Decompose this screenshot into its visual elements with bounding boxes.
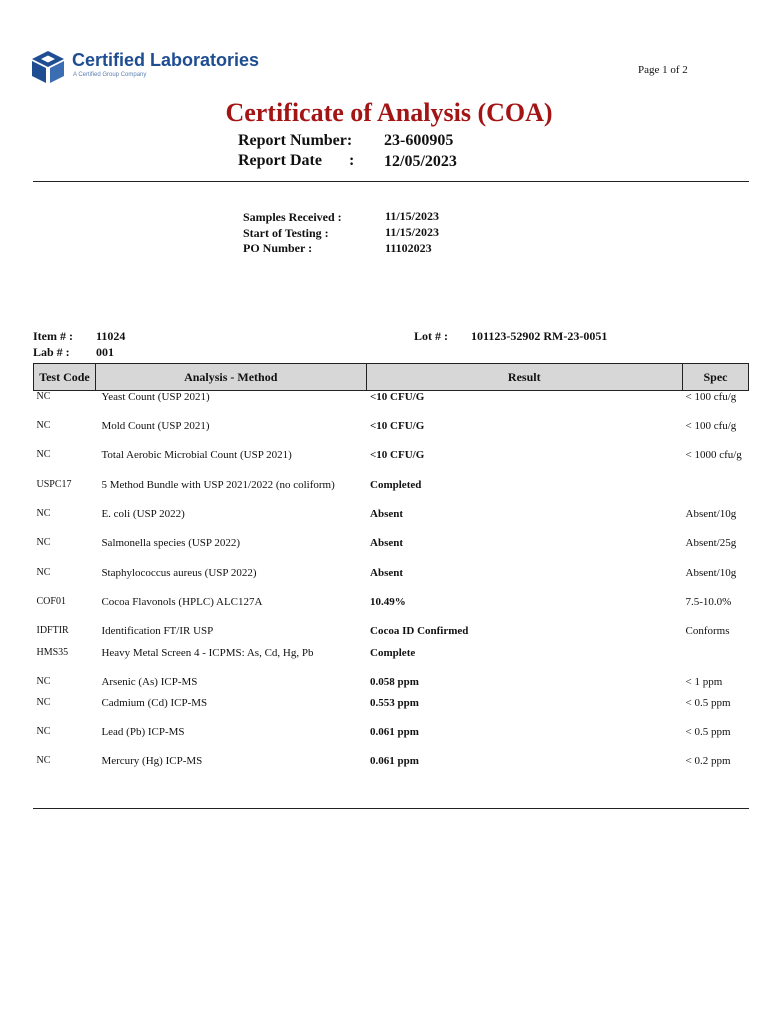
item-number-value: 11024 bbox=[96, 329, 126, 343]
row-result: Absent bbox=[370, 566, 404, 579]
row-result: 0.061 ppm bbox=[370, 725, 419, 738]
company-tagline: A Certified Group Company bbox=[73, 72, 147, 78]
po-number-value: 11102023 bbox=[385, 241, 432, 255]
row-spec: < 100 cfu/g bbox=[685, 419, 737, 432]
row-test-code: USPC17 bbox=[36, 478, 72, 490]
row-spec: Absent/25g bbox=[685, 536, 737, 549]
row-result: 0.553 ppm bbox=[370, 696, 419, 709]
row-result: 10.49% bbox=[370, 595, 406, 608]
row-test-code: NC bbox=[36, 507, 51, 519]
cube-logo-icon bbox=[30, 50, 66, 84]
report-date-label: Report Date bbox=[238, 152, 322, 169]
report-number-label: Report Number: bbox=[238, 132, 353, 149]
report-number-value: 23-600905 bbox=[384, 132, 454, 149]
document-title: Certificate of Analysis (COA) bbox=[225, 98, 553, 127]
table-row bbox=[34, 449, 749, 479]
lab-number-value: 001 bbox=[96, 345, 114, 359]
row-spec: < 0.2 ppm bbox=[685, 754, 731, 767]
row-spec bbox=[683, 647, 749, 676]
row-test-code: NC bbox=[36, 419, 51, 431]
results-table bbox=[33, 363, 749, 784]
row-test-code: COF01 bbox=[36, 595, 66, 607]
header-divider bbox=[33, 181, 749, 182]
row-method: Identification FT/IR USP bbox=[101, 624, 214, 637]
row-method: Cocoa Flavonols (HPLC) ALC127A bbox=[101, 595, 263, 608]
table-row bbox=[34, 479, 749, 508]
row-result: 0.058 ppm bbox=[370, 675, 419, 688]
row-result: 0.061 ppm bbox=[370, 754, 419, 767]
row-spec: < 0.5 ppm bbox=[685, 725, 731, 738]
table-row bbox=[34, 625, 749, 647]
row-test-code: NC bbox=[36, 754, 51, 766]
row-result: Cocoa ID Confirmed bbox=[370, 624, 469, 637]
row-method: Yeast Count (USP 2021) bbox=[101, 391, 210, 403]
row-test-code: NC bbox=[36, 696, 51, 708]
row-method: E. coli (USP 2022) bbox=[101, 507, 185, 520]
header-analysis-method: Analysis - Method bbox=[95, 364, 366, 391]
row-method: Staphylococcus aureus (USP 2022) bbox=[101, 566, 257, 579]
report-date-colon: : bbox=[349, 152, 355, 169]
row-test-code: NC bbox=[36, 725, 51, 737]
row-test-code: HMS35 bbox=[36, 646, 69, 658]
po-number-label: PO Number : bbox=[243, 241, 313, 255]
row-method: Mercury (Hg) ICP-MS bbox=[101, 754, 203, 767]
row-result: Absent bbox=[370, 536, 404, 549]
table-row bbox=[34, 676, 749, 697]
table-row bbox=[34, 697, 749, 726]
lab-number-label: Lab # : bbox=[33, 345, 70, 359]
row-test-code: NC bbox=[36, 391, 51, 402]
table-row bbox=[34, 567, 749, 596]
start-testing-value: 11/15/2023 bbox=[385, 225, 440, 239]
row-test-code: NC bbox=[36, 448, 51, 460]
row-spec bbox=[683, 479, 749, 508]
samples-received-label: Samples Received : bbox=[243, 210, 342, 224]
header-spec: Spec bbox=[683, 364, 749, 391]
row-spec: < 0.5 ppm bbox=[685, 696, 731, 709]
table-row bbox=[34, 391, 749, 420]
samples-received-value: 11/15/2023 bbox=[385, 209, 440, 223]
row-method: Salmonella species (USP 2022) bbox=[101, 536, 241, 549]
row-spec: 7.5-10.0% bbox=[685, 595, 732, 608]
table-row bbox=[34, 596, 749, 625]
row-method: Heavy Metal Screen 4 - ICPMS: As, Cd, Hg, Pb bbox=[101, 646, 314, 659]
row-result: <10 CFU/G bbox=[370, 448, 425, 461]
row-result: <10 CFU/G bbox=[370, 419, 425, 432]
report-date-value: 12/05/2023 bbox=[384, 153, 457, 170]
row-spec: Absent/10g bbox=[685, 507, 737, 520]
row-method: Arsenic (As) ICP-MS bbox=[101, 675, 198, 688]
row-result: Absent bbox=[370, 507, 404, 520]
company-logo bbox=[30, 48, 280, 84]
row-test-code: NC bbox=[36, 536, 51, 548]
table-row bbox=[34, 420, 749, 449]
lot-number-value: 101123-52902 RM-23-0051 bbox=[471, 329, 608, 343]
table-row bbox=[34, 647, 749, 676]
row-test-code: NC bbox=[36, 566, 51, 578]
row-method: Cadmium (Cd) ICP-MS bbox=[101, 696, 208, 709]
row-spec: < 1000 cfu/g bbox=[685, 448, 742, 461]
row-spec: Absent/10g bbox=[685, 566, 737, 579]
header-result: Result bbox=[366, 364, 682, 391]
row-method: 5 Method Bundle with USP 2021/2022 (no coliform) bbox=[101, 478, 335, 491]
row-spec: < 1 ppm bbox=[685, 675, 723, 688]
table-row bbox=[34, 755, 749, 784]
row-test-code: IDFTIR bbox=[36, 624, 69, 636]
table-row bbox=[34, 726, 749, 755]
row-result: <10 CFU/G bbox=[370, 391, 425, 403]
header-test-code: Test Code bbox=[34, 364, 96, 391]
row-spec: Conforms bbox=[685, 624, 730, 637]
company-name: Certified Laboratories bbox=[72, 50, 260, 70]
table-row bbox=[34, 537, 749, 567]
row-spec: < 100 cfu/g bbox=[685, 391, 737, 403]
lot-number-label: Lot # : bbox=[414, 329, 448, 343]
table-row bbox=[34, 508, 749, 537]
row-method: Total Aerobic Microbial Count (USP 2021) bbox=[101, 448, 292, 461]
row-result: Completed bbox=[370, 478, 422, 491]
item-number-label: Item # : bbox=[33, 329, 73, 343]
footer-divider bbox=[33, 808, 749, 809]
row-result: Complete bbox=[370, 646, 416, 659]
row-method: Mold Count (USP 2021) bbox=[101, 419, 210, 432]
row-test-code: NC bbox=[36, 675, 51, 687]
row-method: Lead (Pb) ICP-MS bbox=[101, 725, 185, 738]
page-number: Page 1 of 2 bbox=[638, 64, 688, 76]
table-header-row bbox=[34, 364, 749, 391]
start-testing-label: Start of Testing : bbox=[243, 226, 329, 240]
